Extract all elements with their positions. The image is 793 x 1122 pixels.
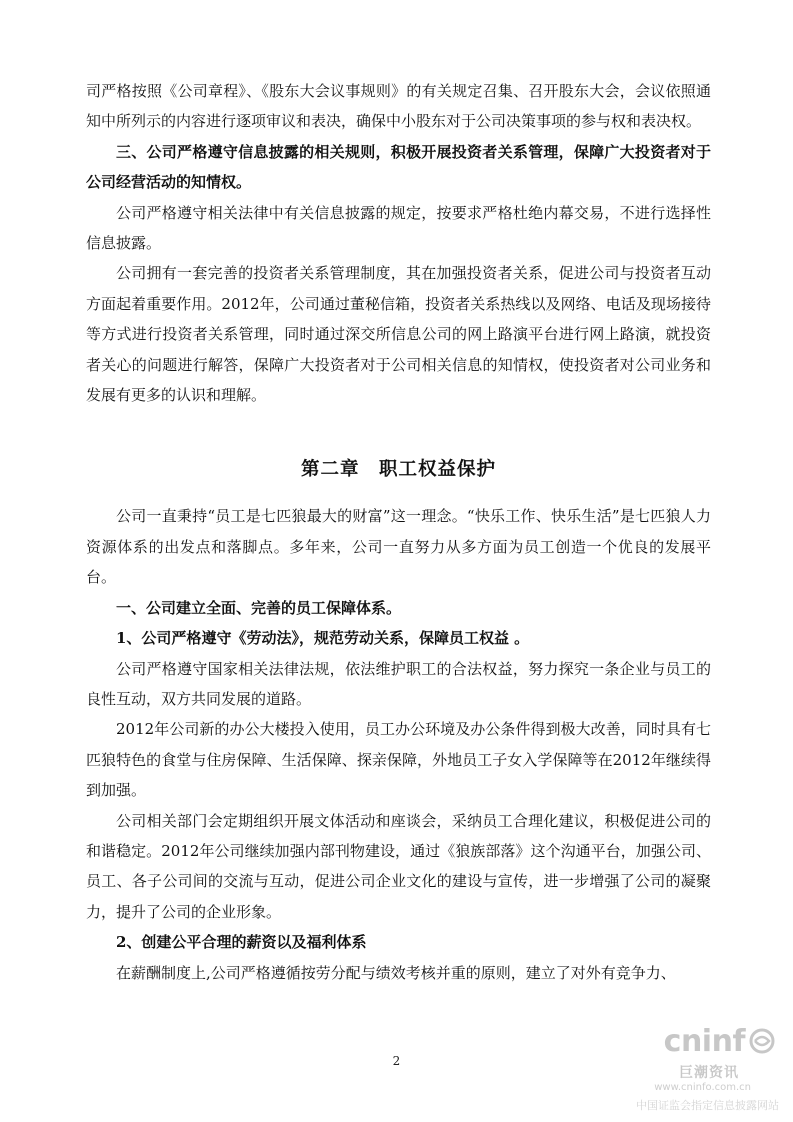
subsection-heading-labor-law: 1、公司严格遵守《劳动法》，规范劳动关系，保障员工权益 。 [116,629,530,648]
document-body [86,76,711,988]
paragraph-office-building: 2012年公司新的办公大楼投入使用，员工办公环境及办公条件得到极大改善，同时具有七匹狼特色的食堂与住房保障、生活保障、探亲保障，外地员工子女入学保障等在2012年继续得到加强。 [86,720,711,800]
watermark-logo-text: cninf [663,1024,745,1059]
chapter-spacer [86,410,711,455]
watermark-chinese-name: 巨潮资讯 [679,1065,739,1081]
watermark-url: www.cninfo.com.cn [654,1082,751,1093]
section-heading-security-system: 一、公司建立全面、完善的员工保障体系。 [116,598,402,617]
paragraph-compensation-policy: 在薪酬制度上,公司严格遵循按劳分配与绩效考核并重的原则，建立了对外有竞争力、 [116,963,676,982]
watermark-description: 中国证监会指定信息披露网站 [636,1099,779,1112]
paragraph-disclosure-rules: 公司严格遵守相关法律中有关信息披露的规定，按要求严格杜绝内幕交易，不进行选择性信息披露。 [86,203,711,253]
cninfo-swirl-icon [749,1028,775,1054]
paragraph-labor-rights: 公司严格遵守国家相关法律法规，依法维护职工的合法权益，努力探究一条企业与员工的良性互动，双方共同发展的道路。 [86,659,711,708]
cninfo-watermark [569,1024,779,1116]
page-number: 2 [392,1054,401,1068]
paragraph-shareholder-meeting: 司严格按照《公司章程》、《股东大会议事规则》的有关规定召集、召开股东大会，会议依照通知中所列示的内容进行逐项审议和表决，确保中小股东对于公司决策事项的参与权和表决权。 [86,82,711,131]
paragraph-employee-philosophy: 公司一直秉持“员工是七匹狼最大的财富”这一理念。“快乐工作、快乐生活”是七匹狼人力资源体系的出发点和落脚点。多年来，公司一直努力从多方面为员工创造一个优良的发展平台。 [86,507,711,587]
paragraph-cultural-activities: 公司相关部门会定期组织开展文体活动和座谈会，采纳员工合理化建议，积极促进公司的和谐稳定。2012年公司继续加强内部刊物建设，通过《狼族部落》这个沟通平台，加强公司、员工、各子公司间的交流与互动，促进公司企业文化的建设与宣传，进一步增强了公司的凝聚力，提升了公司的企业形象。 [86,811,711,921]
chapter-title: 第二章 职工权益保护 [300,459,496,481]
paragraph-investor-relations: 公司拥有一套完善的投资者关系管理制度，其在加强投资者关系，促进公司与投资者互动方面起着重要作用。2012年，公司通过董秘信箱，投资者关系热线以及网络、电话及现场接待等方式进行投资者关系管理，同时通过深交所信息公司的网上路演平台进行网上路演，就投资者关心的问题进行解答，保障广大投资者对于公司相关信息的知情权，使投资者对公司业务和发展有更多的认识和理解。 [86,264,711,405]
subsection-heading-compensation: 2、创建公平合理的薪资以及福利体系 [116,933,367,952]
section-heading-disclosure: 三、公司严格遵守信息披露的相关规则，积极开展投资者关系管理，保障广大投资者对于公司经营活动的知情权。 [86,142,711,192]
chapter-spacer-bottom [86,485,711,501]
